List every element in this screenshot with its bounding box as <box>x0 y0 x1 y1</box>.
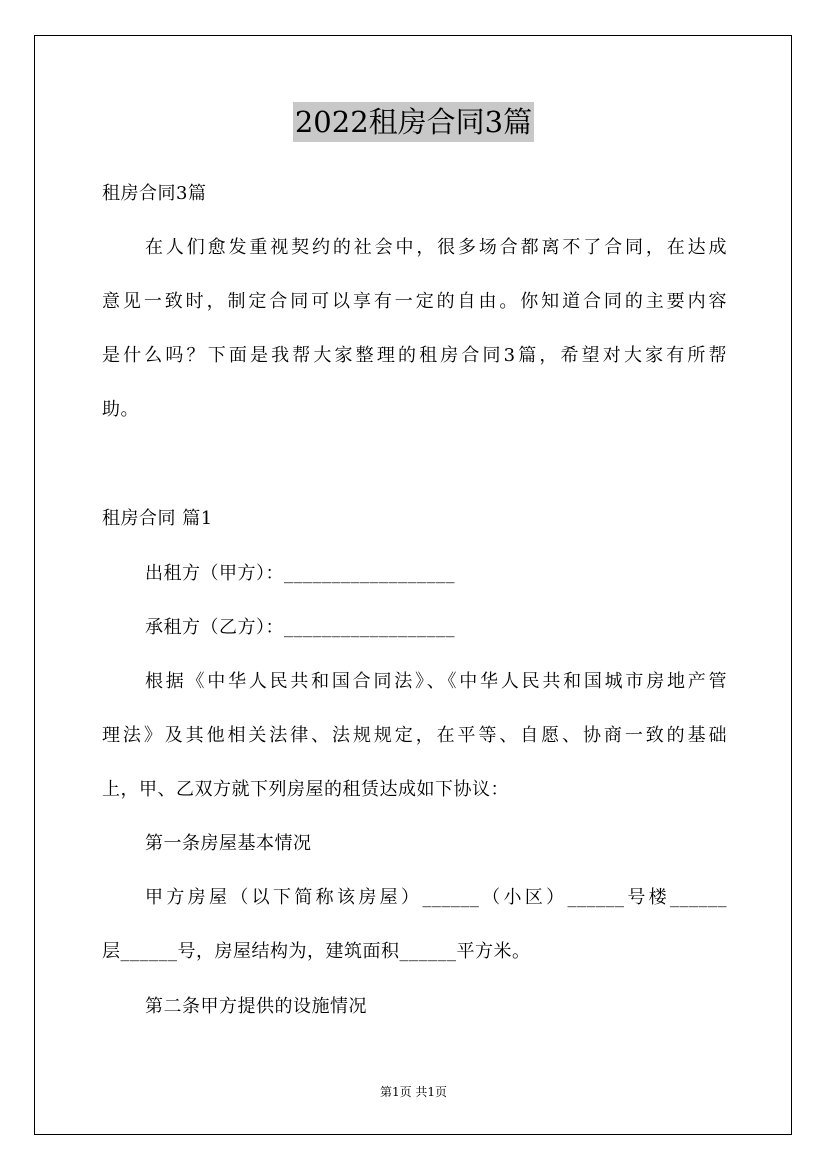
article-line: 甲方房屋（以下简称该房屋）______（小区）______号楼______ <box>145 887 727 908</box>
title-container <box>0 102 827 142</box>
intro-line: 是什么吗？下面是我帮大家整理的租房合同3篇，希望对大家有所帮 <box>102 345 727 366</box>
lessor-line: 出租方（甲方）：__________________ <box>145 563 455 584</box>
lessee-line: 承租方（乙方）：__________________ <box>145 617 455 638</box>
intro-line: 意见一致时，制定合同可以享有一定的自由。你知道合同的主要内容 <box>102 291 727 312</box>
subtitle: 租房合同3篇 <box>102 183 207 204</box>
basis-line: 上，甲、乙双方就下列房屋的租赁达成如下协议： <box>102 779 509 800</box>
basis-line: 理法》及其他相关法律、法规规定，在平等、自愿、协商一致的基础 <box>102 725 727 746</box>
page-footer: 第1页 共1页 <box>379 1085 448 1099</box>
section-heading: 租房合同 篇1 <box>102 508 213 529</box>
basis-line: 根据《中华人民共和国合同法》、《中华人民共和国城市房地产管 <box>145 671 727 692</box>
intro-line: 在人们愈发重视契约的社会中，很多场合都离不了合同，在达成 <box>145 237 727 258</box>
document-title: 2022租房合同3篇 <box>293 102 534 142</box>
article-title: 第二条甲方提供的设施情况 <box>145 996 367 1017</box>
intro-line: 助。 <box>102 399 139 420</box>
article-line: 层______号，房屋结构为，建筑面积______平方米。 <box>102 941 531 962</box>
article-title: 第一条房屋基本情况 <box>145 833 312 854</box>
